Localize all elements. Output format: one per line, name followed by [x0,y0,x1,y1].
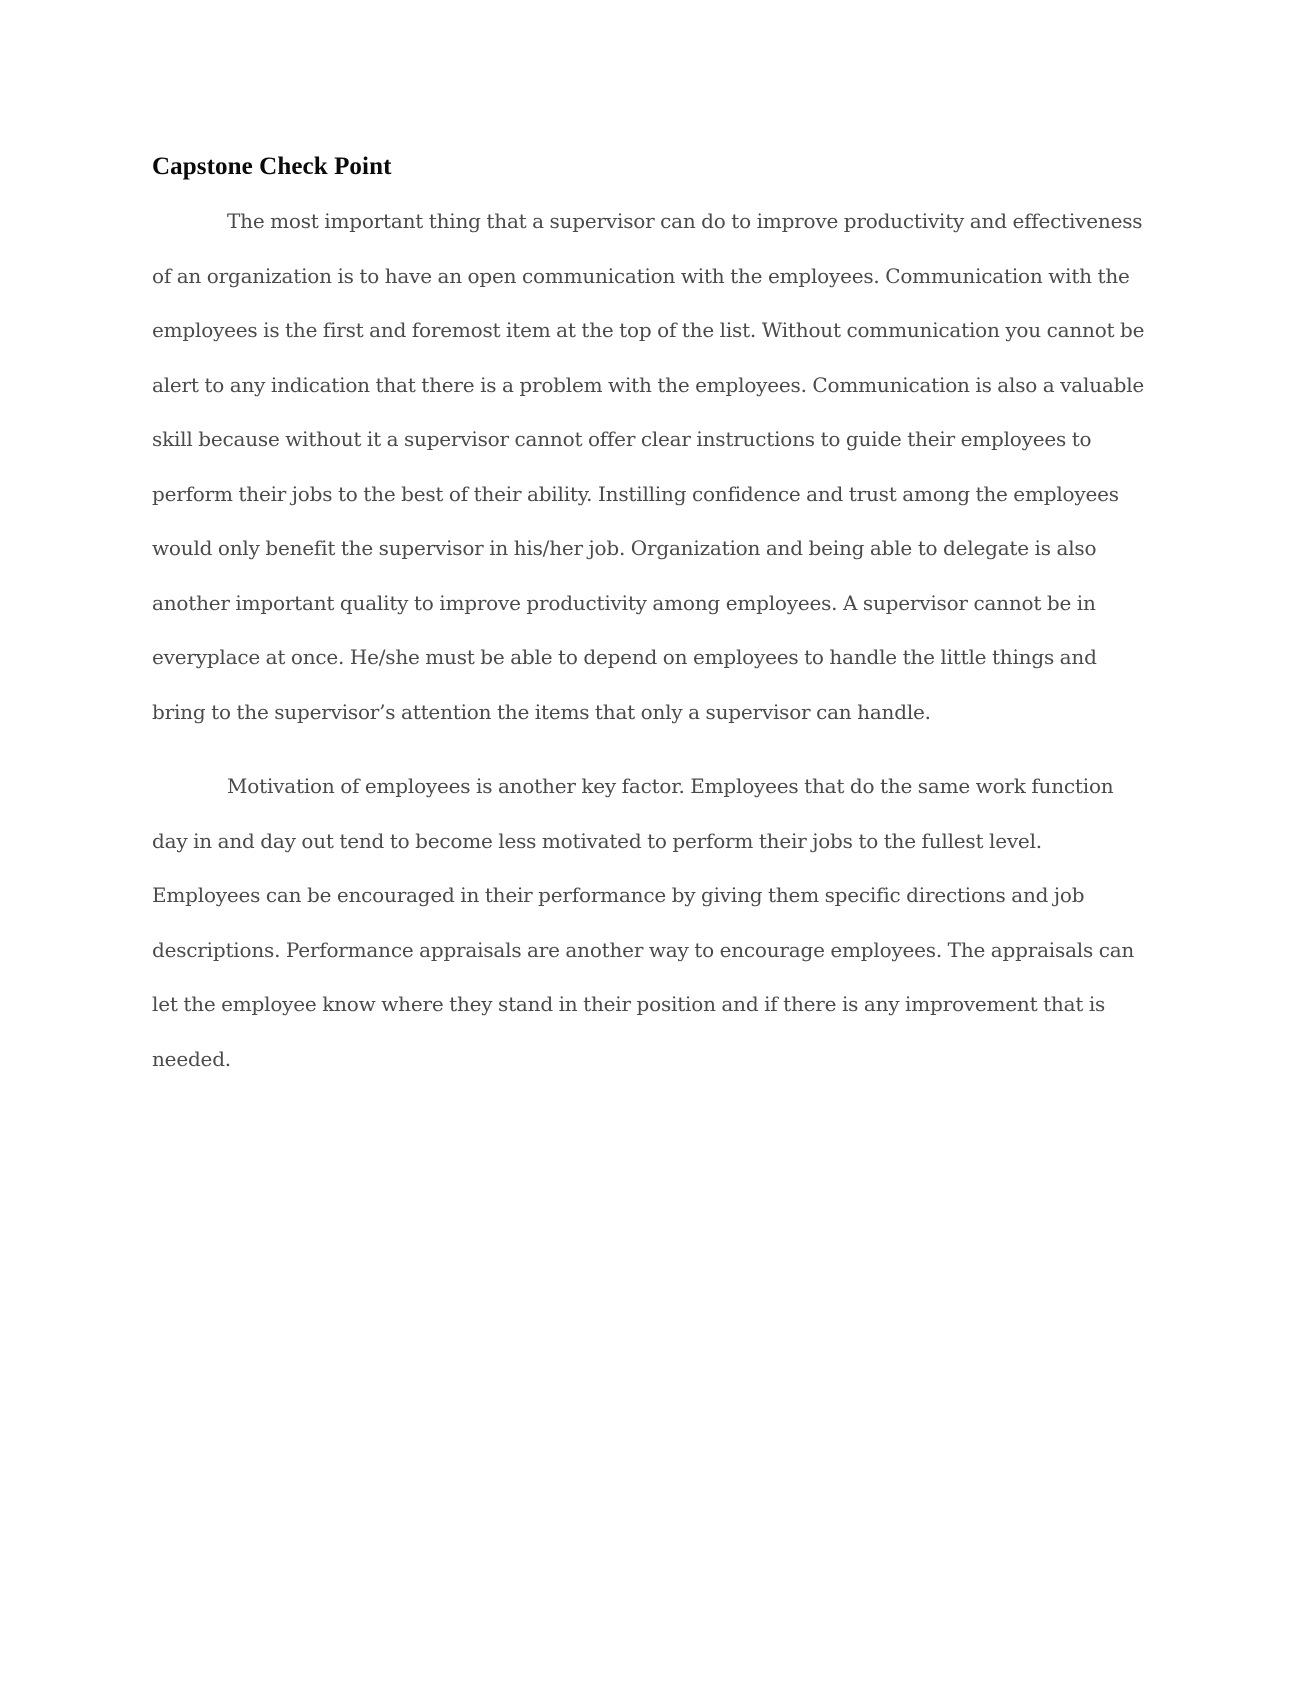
paragraph-motivation: Motivation of employees is another key factor. Employees that do the same work function day in and day out tend to become less motivated to perform their jobs to the fullest level. Employees can be encouraged in their performance by giving them specific directions and job descriptions. Performance appraisals are another way to encourage employees. The appraisals can let the employee know where they stand in their position and if there is any improvement that is needed. [152,774,1135,1071]
document-body [152,150,1152,1086]
document-title: Capstone Check Point [152,153,392,180]
paragraph-communication: The most important thing that a supervisor can do to improve productivity and effectiveness of an organization is to have an open communication with the employees. Communication with the employees is the first and foremost item at the top of the list. Without communication you cannot be alert to any indication that there is a problem with the employees. Communication is also a valuable skill because without it a supervisor cannot offer clear instructions to guide their employees to perform their jobs to the best of their ability. Instilling confidence and trust among the employees would only benefit the supervisor in his/her job. Organization and being able to delegate is also another important quality to improve productivity among employees. A supervisor cannot be in everyplace at once. He/she must be able to depend on employees to handle the little things and bring to the supervisor’s attention the items that only a supervisor can handle. [152,209,1145,724]
